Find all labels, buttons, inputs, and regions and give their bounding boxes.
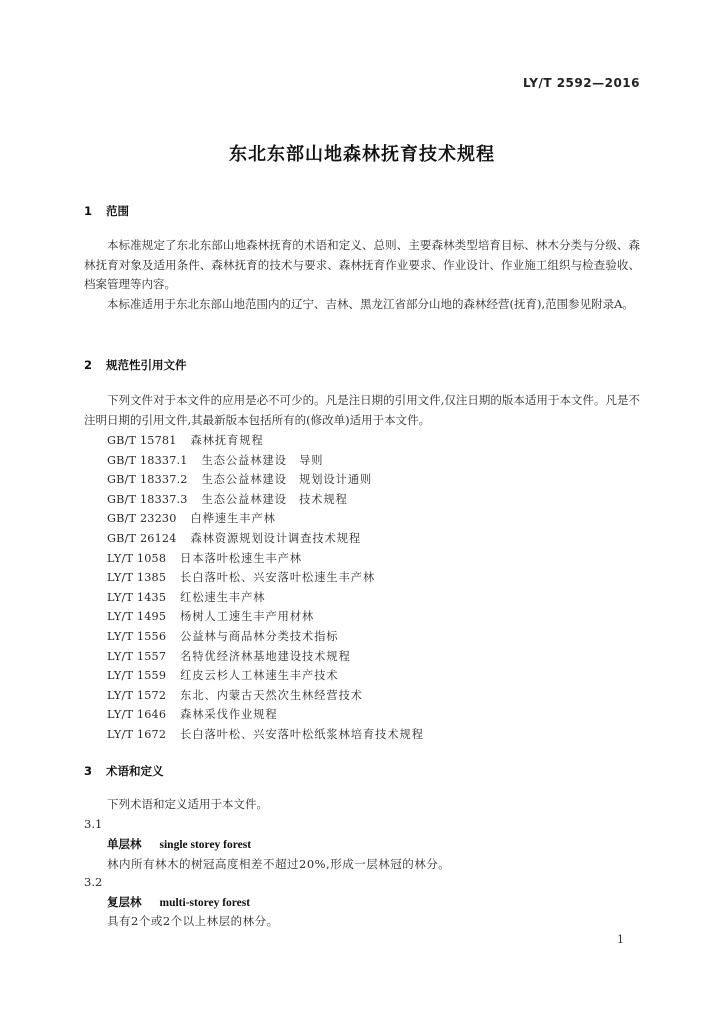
- reference-code: LY/T 1058: [107, 551, 167, 565]
- section-title: 术语和定义: [106, 764, 164, 778]
- reference-title: 日本落叶松速生丰产林: [180, 551, 303, 565]
- reference-item: [107, 470, 424, 490]
- term-zh: 单层林: [107, 837, 142, 851]
- term-en: multi-storey forest: [159, 897, 251, 909]
- reference-title: 生态公益林建设 导则: [201, 453, 324, 467]
- reference-item: [107, 568, 424, 588]
- scope-paragraph-1: 本标准规定了东北东部山地森林抚育的术语和定义、总则、主要森林类型培育目标、林木分类与分级、森林抚育对象及适用条件、森林抚育的技术与要求、森林抚育作业要求、作业设计、作业施工组织与检查验收、档案管理等内容。: [84, 238, 640, 291]
- reference-title: 森林抚育规程: [190, 434, 264, 447]
- section-number: 2: [84, 358, 93, 372]
- reference-title: 红皮云杉人工林速生丰产技术: [180, 669, 339, 683]
- section-1-heading: [84, 203, 129, 219]
- reference-title: 长白落叶松、兴安落叶松速生丰产林: [180, 571, 376, 585]
- term-number: 3.1: [84, 817, 103, 831]
- reference-item: [107, 666, 424, 686]
- reference-code: GB/T 18337.2: [107, 473, 188, 487]
- section-title: 规范性引用文件: [106, 358, 187, 372]
- reference-list: [107, 431, 424, 745]
- reference-code: LY/T 1559: [107, 669, 167, 683]
- term-zh: 复层林: [107, 895, 142, 909]
- reference-item: [107, 607, 424, 627]
- reference-code: GB/T 18337.3: [107, 492, 188, 506]
- reference-item: [107, 647, 424, 667]
- term-en: single storey forest: [159, 839, 252, 851]
- reference-code: LY/T 1385: [107, 571, 167, 585]
- reference-code: GB/T 23230: [107, 512, 177, 526]
- reference-title: 白桦速生丰产林: [190, 512, 276, 526]
- reference-item: [107, 451, 424, 471]
- scope-paragraph-2: 本标准适用于东北东部山地范围内的辽宁、吉林、黑龙江省部分山地的森林经营(抚育),范围参见附录A。: [107, 297, 634, 311]
- reference-item: [107, 686, 424, 706]
- reference-item: [107, 509, 424, 529]
- section-2-heading: [84, 357, 187, 373]
- reference-title: 东北、内蒙古天然次生林经营技术: [180, 688, 363, 702]
- reference-item: [107, 705, 424, 725]
- reference-item: [107, 431, 424, 451]
- section-title: 范围: [106, 204, 129, 218]
- reference-title: 公益林与商品林分类技术指标: [180, 629, 339, 643]
- terms-intro: 下列术语和定义适用于本文件。: [107, 797, 268, 811]
- reference-code: LY/T 1556: [107, 629, 167, 643]
- reference-code: LY/T 1557: [107, 649, 167, 663]
- reference-item: [107, 529, 424, 549]
- reference-title: 名特优经济林基地建设技术规程: [180, 649, 351, 663]
- references-intro: 下列文件对于本文件的应用是必不可少的。凡是注日期的引用文件,仅注日期的版本适用于本文件。凡是不注明日期的引用文件,其最新版本包括所有的(修改单)适用于本文件。: [84, 393, 640, 427]
- section-number: 1: [84, 204, 93, 218]
- term-heading: [107, 836, 251, 852]
- reference-code: GB/T 18337.1: [107, 453, 188, 467]
- reference-item: [107, 549, 424, 569]
- document-title: 东北东部山地森林抚育技术规程: [229, 144, 495, 165]
- reference-title: 长白落叶松、兴安落叶松纸浆林培育技术规程: [180, 727, 424, 741]
- reference-code: LY/T 1672: [107, 727, 167, 741]
- section-3-heading: [84, 763, 164, 779]
- reference-code: LY/T 1572: [107, 688, 167, 702]
- reference-code: LY/T 1435: [107, 590, 167, 604]
- reference-title: 生态公益林建设 规划设计通则: [201, 473, 373, 487]
- reference-item: [107, 588, 424, 608]
- reference-title: 生态公益林建设 技术规程: [201, 492, 348, 506]
- reference-code: GB/T 26124: [107, 531, 177, 545]
- reference-title: 森林采伐作业规程: [180, 708, 278, 722]
- reference-title: 森林资源规划设计调查技术规程: [190, 531, 362, 545]
- term-definition: 具有2个或2个以上林层的林分。: [107, 914, 279, 928]
- section-number: 3: [84, 764, 93, 778]
- standard-code: LY/T 2592—2016: [522, 76, 640, 90]
- reference-title: 杨树人工速生丰产用材林: [180, 610, 315, 624]
- page-number: 1: [617, 933, 624, 946]
- term-heading: [107, 894, 250, 910]
- reference-code: GB/T 15781: [107, 434, 177, 447]
- reference-item: [107, 490, 424, 510]
- term-number: 3.2: [84, 875, 103, 889]
- reference-code: LY/T 1495: [107, 610, 167, 624]
- reference-item: [107, 627, 424, 647]
- reference-title: 红松速生丰产林: [180, 590, 266, 604]
- reference-code: LY/T 1646: [107, 708, 167, 722]
- term-definition: 林内所有林木的树冠高度相差不超过20%,形成一层林冠的林分。: [107, 857, 451, 871]
- reference-item: [107, 725, 424, 745]
